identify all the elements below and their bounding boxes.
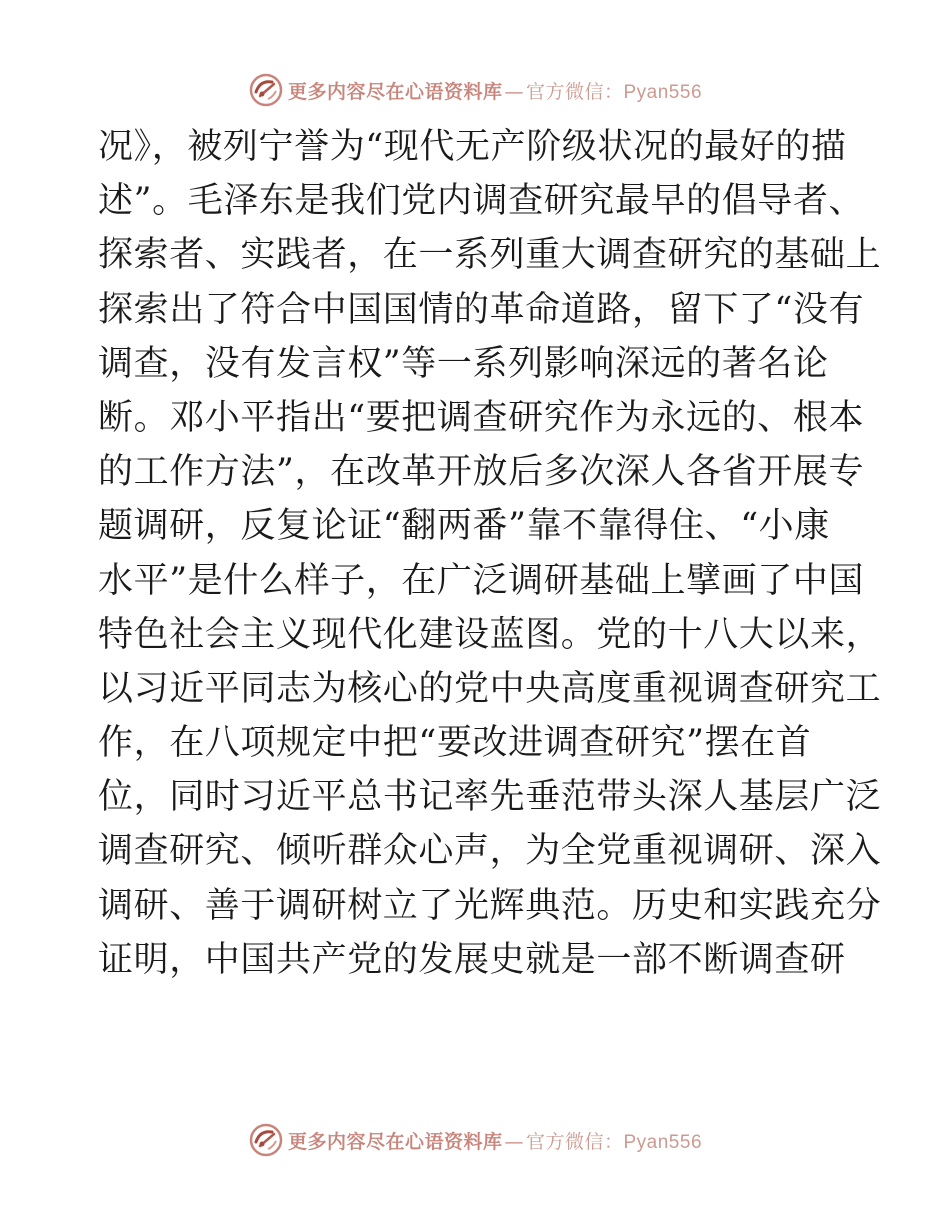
document-body [98, 120, 882, 987]
footer-wechat-label: 官方微信： [525, 1130, 624, 1153]
brand-logo-icon [248, 1122, 284, 1158]
footer-watermark-text [288, 1127, 702, 1154]
body-line: 题调研，反复论证“翻两番”靠不靠得住、“小康 [98, 506, 830, 547]
body-line: 探索出了符合中国国情的革命道路，留下了“没有 [98, 289, 865, 330]
body-line: 述”。毛泽东是我们党内调查研究最早的倡导者、 [98, 181, 865, 222]
header-wechat-id: Pyan556 [623, 81, 703, 103]
body-line: 调查研究、倾听群众心声，为全党重视调研、深入 [98, 831, 882, 872]
footer-watermark-banner [0, 1118, 950, 1162]
body-line: 探索者、实践者，在一系列重大调查研究的基础上 [98, 235, 882, 276]
footer-separator: — [504, 1130, 524, 1153]
body-line: 调研、善于调研树立了光辉典范。历史和实践充分 [98, 885, 882, 926]
header-watermark-banner [0, 68, 950, 112]
body-line: 以习近平同志为核心的党中央高度重视调查研究工 [98, 668, 882, 709]
body-line: 特色社会主义现代化建设蓝图。党的十八大以来， [98, 614, 882, 655]
body-line: 证明，中国共产党的发展史就是一部不断调查研 [98, 939, 846, 980]
footer-wechat-id: Pyan556 [623, 1131, 703, 1153]
header-separator: — [504, 80, 524, 103]
body-line: 水平”是什么样子，在广泛调研基础上擘画了中国 [98, 560, 865, 601]
body-line: 位，同时习近平总书记率先垂范带头深人基层广泛 [98, 777, 882, 818]
body-line: 的工作方法”，在改革开放后多次深人各省开展专 [98, 452, 865, 493]
body-line: 调查，没有发言权”等一系列影响深远的著名论 [98, 343, 829, 384]
brand-logo-icon [248, 72, 284, 108]
body-line: 作，在八项规定中把“要改进调查研究”摆在首 [98, 723, 812, 764]
footer-brand: 更多内容尽在心语资料库 [287, 1130, 503, 1153]
body-line: 况》，被列宁誉为“现代无产阶级状况的最好的描 [98, 127, 847, 167]
header-brand: 更多内容尽在心语资料库 [287, 80, 503, 103]
body-line: 断。邓小平指出“要把调查研究作为永远的、根本 [98, 397, 865, 438]
header-watermark-text [288, 77, 702, 104]
header-wechat-label: 官方微信： [525, 80, 624, 103]
